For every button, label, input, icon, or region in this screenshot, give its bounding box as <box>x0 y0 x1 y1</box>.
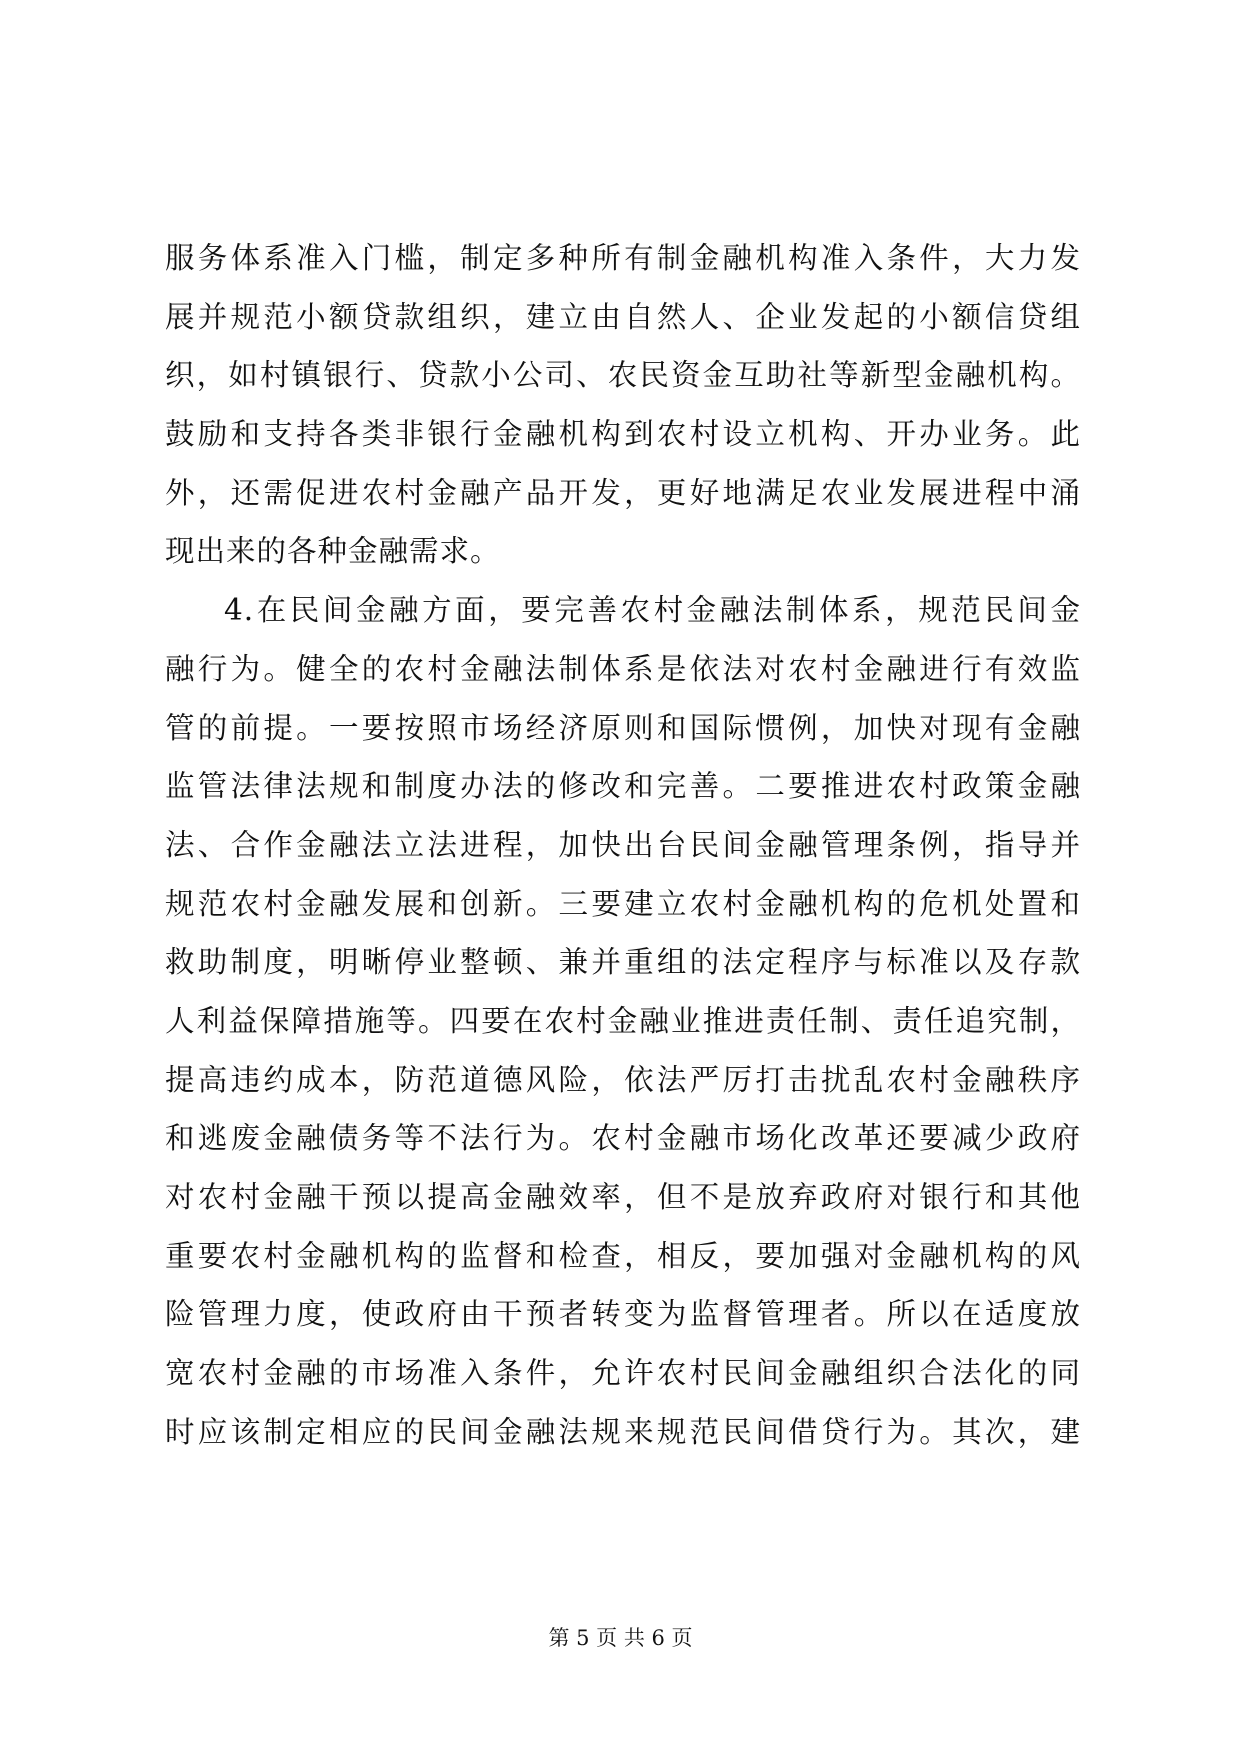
text-line: 和逃废金融债务等不法行为。农村金融市场化改革还要减少政府 <box>165 1121 1081 1156</box>
text-line: 人利益保障措施等。四要在农村金融业推进责任制、责任追究制， <box>165 1003 1081 1038</box>
text-line: 管的前提。一要按照市场经济原则和国际惯例，加快对现有金融 <box>165 710 1081 745</box>
text-line: 宽农村金融的市场准入条件，允许农村民间金融组织合法化的同 <box>165 1356 1081 1391</box>
text-line: 提高违约成本，防范道德风险，依法严厉打击扰乱农村金融秩序 <box>165 1062 1081 1097</box>
text-line: 融行为。健全的农村金融法制体系是依法对农村金融进行有效监 <box>165 651 1081 686</box>
text-line: 救助制度，明晰停业整顿、兼并重组的法定程序与标准以及存款 <box>165 945 1081 980</box>
text-line: 时应该制定相应的民间金融法规来规范民间借贷行为。其次，建 <box>165 1414 1081 1449</box>
text-line: 对农村金融干预以提高金融效率，但不是放弃政府对银行和其他 <box>165 1180 1081 1214</box>
text-line: 服务体系准入门槛，制定多种所有制金融机构准入条件，大力发 <box>165 241 1081 275</box>
text-line: 监管法律法规和制度办法的修改和完善。二要推进农村政策金融 <box>165 769 1081 804</box>
text-line: 规范农村金融发展和创新。三要建立农村金融机构的危机处置和 <box>165 886 1081 921</box>
body-text <box>165 229 1081 1461</box>
text-line: 鼓励和支持各类非银行金融机构到农村设立机构、开办业务。此 <box>165 417 1081 452</box>
paragraph-first-line: 4.在民间金融方面，要完善农村金融法制体系，规范民间金 <box>224 593 1081 628</box>
text-line: 法、合作金融法立法进程，加快出台民间金融管理条例，指导并 <box>165 827 1081 862</box>
text-line: 重要农村金融机构的监督和检查，相反，要加强对金融机构的风 <box>165 1238 1081 1273</box>
text-line: 现出来的各种金融需求。 <box>165 534 501 569</box>
text-line: 险管理力度，使政府由干预者转变为监督管理者。所以在适度放 <box>165 1297 1081 1332</box>
text-line: 织，如村镇银行、贷款小公司、农民资金互助社等新型金融机构。 <box>165 358 1081 393</box>
text-line: 展并规范小额贷款组织，建立由自然人、企业发起的小额信贷组 <box>165 299 1081 334</box>
page-footer: 第 5 页 共 6 页 <box>548 1626 693 1650</box>
text-line: 外，还需促进农村金融产品开发，更好地满足农业发展进程中涌 <box>165 475 1081 510</box>
